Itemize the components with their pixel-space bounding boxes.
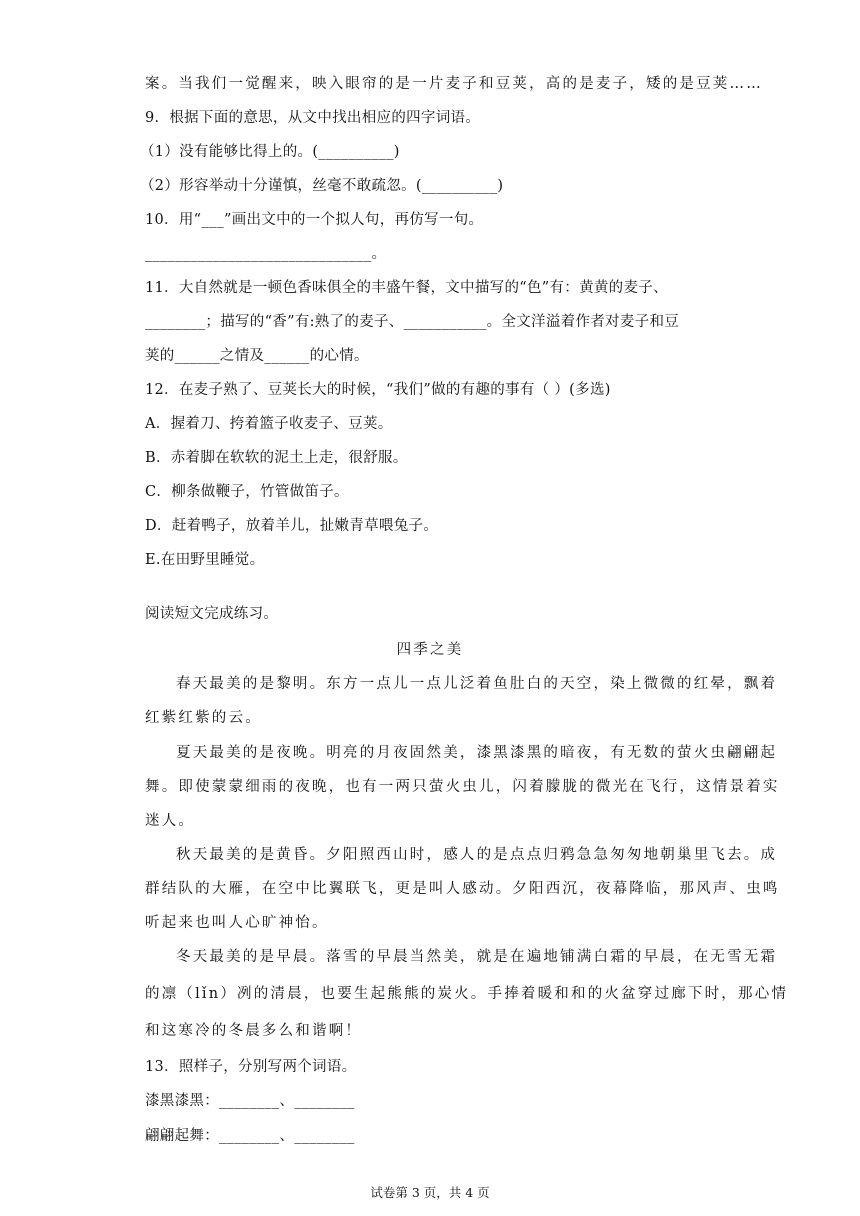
question-9-2: （2）形容举动十分谨慎，丝毫不敢疏忽。(__________): [140, 178, 504, 194]
question-13-1: 漆黑漆黑：________、________: [145, 1093, 355, 1109]
question-10-answer-line: ______________________________。: [145, 246, 387, 262]
question-12-option-b: B．赤着脚在软软的泥土上走，很舒服。: [145, 450, 408, 466]
paragraph-autumn-line-3: 听起来也叫人心旷神怡。: [145, 915, 329, 931]
question-9-1: （1）没有能够比得上的。(__________): [140, 144, 400, 160]
passage-title: 四季之美: [396, 642, 464, 658]
question-12-option-a: A．握着刀、挎着篮子收麦子、豆荚。: [145, 416, 393, 432]
paragraph-winter-line-1: 冬天最美的是早晨。落雪的早晨当然美，就是在遍地铺满白霜的早晨，在无雪无霜: [176, 949, 778, 965]
paragraph-winter-line-3: 和这寒冷的冬晨多么和谐啊！: [145, 1023, 363, 1039]
question-11-line-2: ________；描写的“香”有:熟了的麦子、___________。全文洋溢着作者对麦子和豆: [145, 314, 680, 330]
reading-instruction: 阅读短文完成练习。: [145, 606, 279, 622]
question-12-option-e: E.在田野里睡觉。: [145, 552, 265, 568]
passage-line: 案。当我们一觉醒来，映入眼帘的是一片麦子和豆荚，高的是麦子，矮的是豆荚……: [145, 76, 763, 92]
paragraph-autumn-line-2: 群结队的大雁，在空中比翼联飞，更是叫人感动。夕阳西沉，夜幕降临，那风声、虫鸣: [145, 881, 780, 897]
question-9: 9．根据下面的意思，从文中找出相应的四字词语。: [145, 110, 481, 126]
page-footer: 试卷第 3 页，共 4 页: [370, 1185, 490, 1200]
question-12-option-d: D．赶着鸭子，放着羊儿，扯嫩青草喂兔子。: [145, 518, 439, 534]
paragraph-summer-line-1: 夏天最美的是夜晚。明亮的月夜固然美，漆黑漆黑的暗夜，有无数的萤火虫翩翩起: [176, 745, 778, 761]
question-11-line-1: 11．大自然就是一顿色香味俱全的丰盛午餐，文中描写的“色”有：黄黄的麦子、: [145, 280, 668, 296]
paragraph-summer-line-3: 迷人。: [145, 813, 196, 829]
paragraph-spring-line-2: 红紫红紫的云。: [145, 710, 262, 726]
question-10: 10．用“___”画出文中的一个拟人句，再仿写一句。: [145, 212, 484, 228]
paragraph-autumn-line-1: 秋天最美的是黄昏。夕阳照西山时，感人的是点点归鸦急急匆匆地朝巢里飞去。成: [176, 847, 778, 863]
question-12: 12．在麦子熟了、豆荚长大的时候，“我们”做的有趣的事有（ ）(多选): [145, 382, 611, 398]
question-11-line-3: 荚的______之情及______的心情。: [145, 348, 369, 364]
paragraph-summer-line-2: 舞。即使蒙蒙细雨的夜晚，也有一两只萤火虫儿，闪着朦胧的微光在飞行，这情景着实: [145, 779, 780, 795]
question-13-2: 翩翩起舞：________、________: [145, 1128, 355, 1144]
paragraph-winter-line-2: 的凛（lǐn）冽的清晨，也要生起熊熊的炭火。手捧着暖和和的火盆穿过廊下时，那心情: [145, 986, 789, 1002]
paragraph-spring-line-1: 春天最美的是黎明。东方一点儿一点儿泛着鱼肚白的天空，染上微微的红晕，飘着: [176, 676, 778, 692]
question-12-option-c: C．柳条做鞭子，竹管做笛子。: [145, 484, 349, 500]
question-13: 13．照样子，分别写两个词语。: [145, 1059, 357, 1075]
